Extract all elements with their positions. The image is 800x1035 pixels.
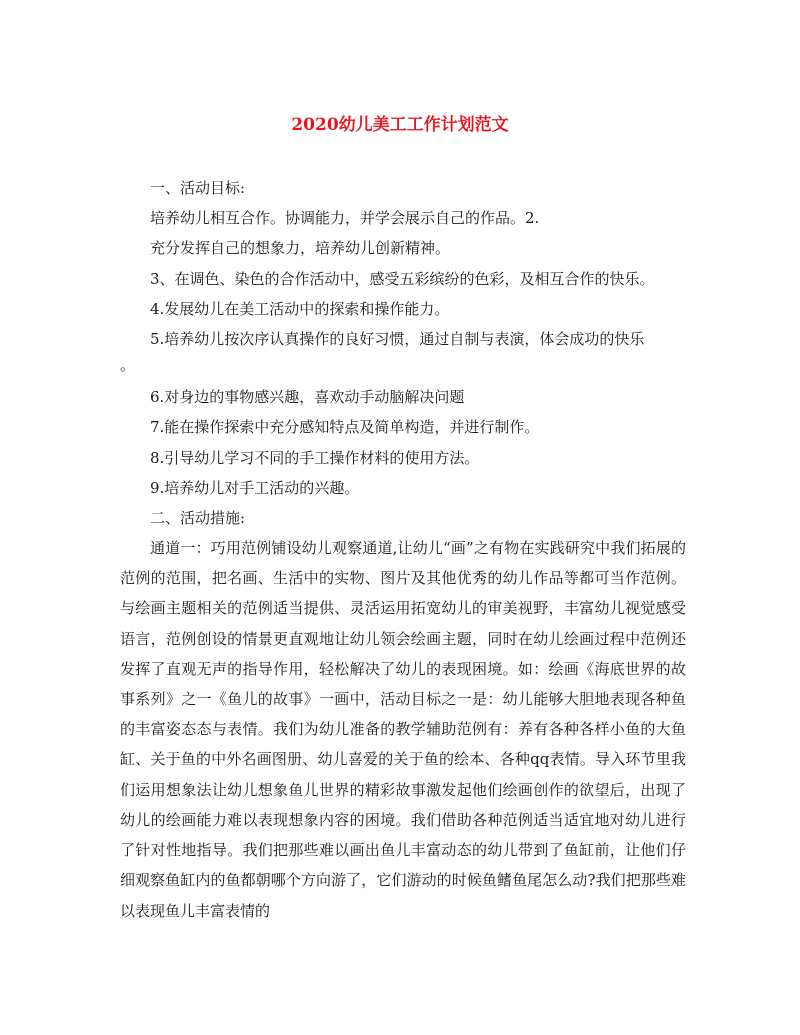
goal-line-5-end: 。	[120, 356, 136, 375]
document-title: 2020幼儿美工工作计划范文	[291, 115, 509, 135]
goal-line-1: 培养幼儿相互合作。协调能力，并学会展示自己的作品。2.	[150, 209, 540, 228]
section-heading-goals: 一、活动目标:	[150, 179, 246, 197]
goal-line-9: 9.培养幼儿对手工活动的兴趣。	[150, 478, 360, 497]
measures-paragraph: 通道一：巧用范例铺设幼儿观察通道,让幼儿“画”之有物在实践研究中我们拓展的范例的范围，把名画、生活中的实物、图片及其他优秀的幼儿作品等都可当作范例。与绘画主题相关的范例适当提供、灵活运用拓宽幼儿的审美视野，丰富幼儿视觉感受语言，范例创设的情景更直观地让幼儿领会绘画主题，同时在幼儿绘画过程中范例还发挥了直观无声的指导作用，轻松解决了幼儿的表现困境。如：绘画《海底世界的故事系列》之一《鱼儿的故事》一画中，活动目标之一是：幼儿能够大胆地表现各种鱼的丰富姿态态与表情。我们为幼儿准备的教学辅助范例有：养有各种各样小鱼的大鱼缸、关于鱼的中外名画图册、幼儿喜爱的关于鱼的绘本、各种qq表情。导入环节里我们运用想象法让幼儿想象鱼儿世界的精彩故事激发起他们绘画创作的欲望后，出现了幼儿的绘画能力难以表现想象内容的困境。我们借助各种范例适当适宜地对幼儿进行了针对性地指导。我们把那些难以画出鱼儿丰富动态的幼儿带到了鱼缸前，让他们仔细观察鱼缸内的鱼都朝哪个方向游了，它们游动的时候鱼鳍鱼尾怎么动?我们把那些难以表现鱼儿丰富表情的	[120, 539, 686, 920]
goal-line-3: 3、在调色、染色的合作活动中，感受五彩缤纷的色彩，及相互合作的快乐。	[150, 269, 655, 288]
goal-line-5: 5.培养幼儿按次序认真操作的良好习惯，通过自制与表演，体会成功的快乐	[150, 329, 645, 348]
document-body	[120, 173, 686, 926]
section-heading-measures: 二、活动措施:	[150, 508, 246, 527]
goal-line-8: 8.引导幼儿学习不同的手工操作材料的使用方法。	[150, 448, 480, 467]
goal-line-7: 7.能在操作探索中充分感知特点及简单构造，并进行制作。	[150, 418, 540, 437]
goal-line-6: 6.对身边的事物感兴趣，喜欢动手动脑解决问题	[150, 388, 465, 407]
goal-line-2: 充分发挥自己的想象力，培养幼儿创新精神。	[150, 239, 451, 258]
goal-line-4: 4.发展幼儿在美工活动中的探索和操作能力。	[150, 299, 450, 318]
